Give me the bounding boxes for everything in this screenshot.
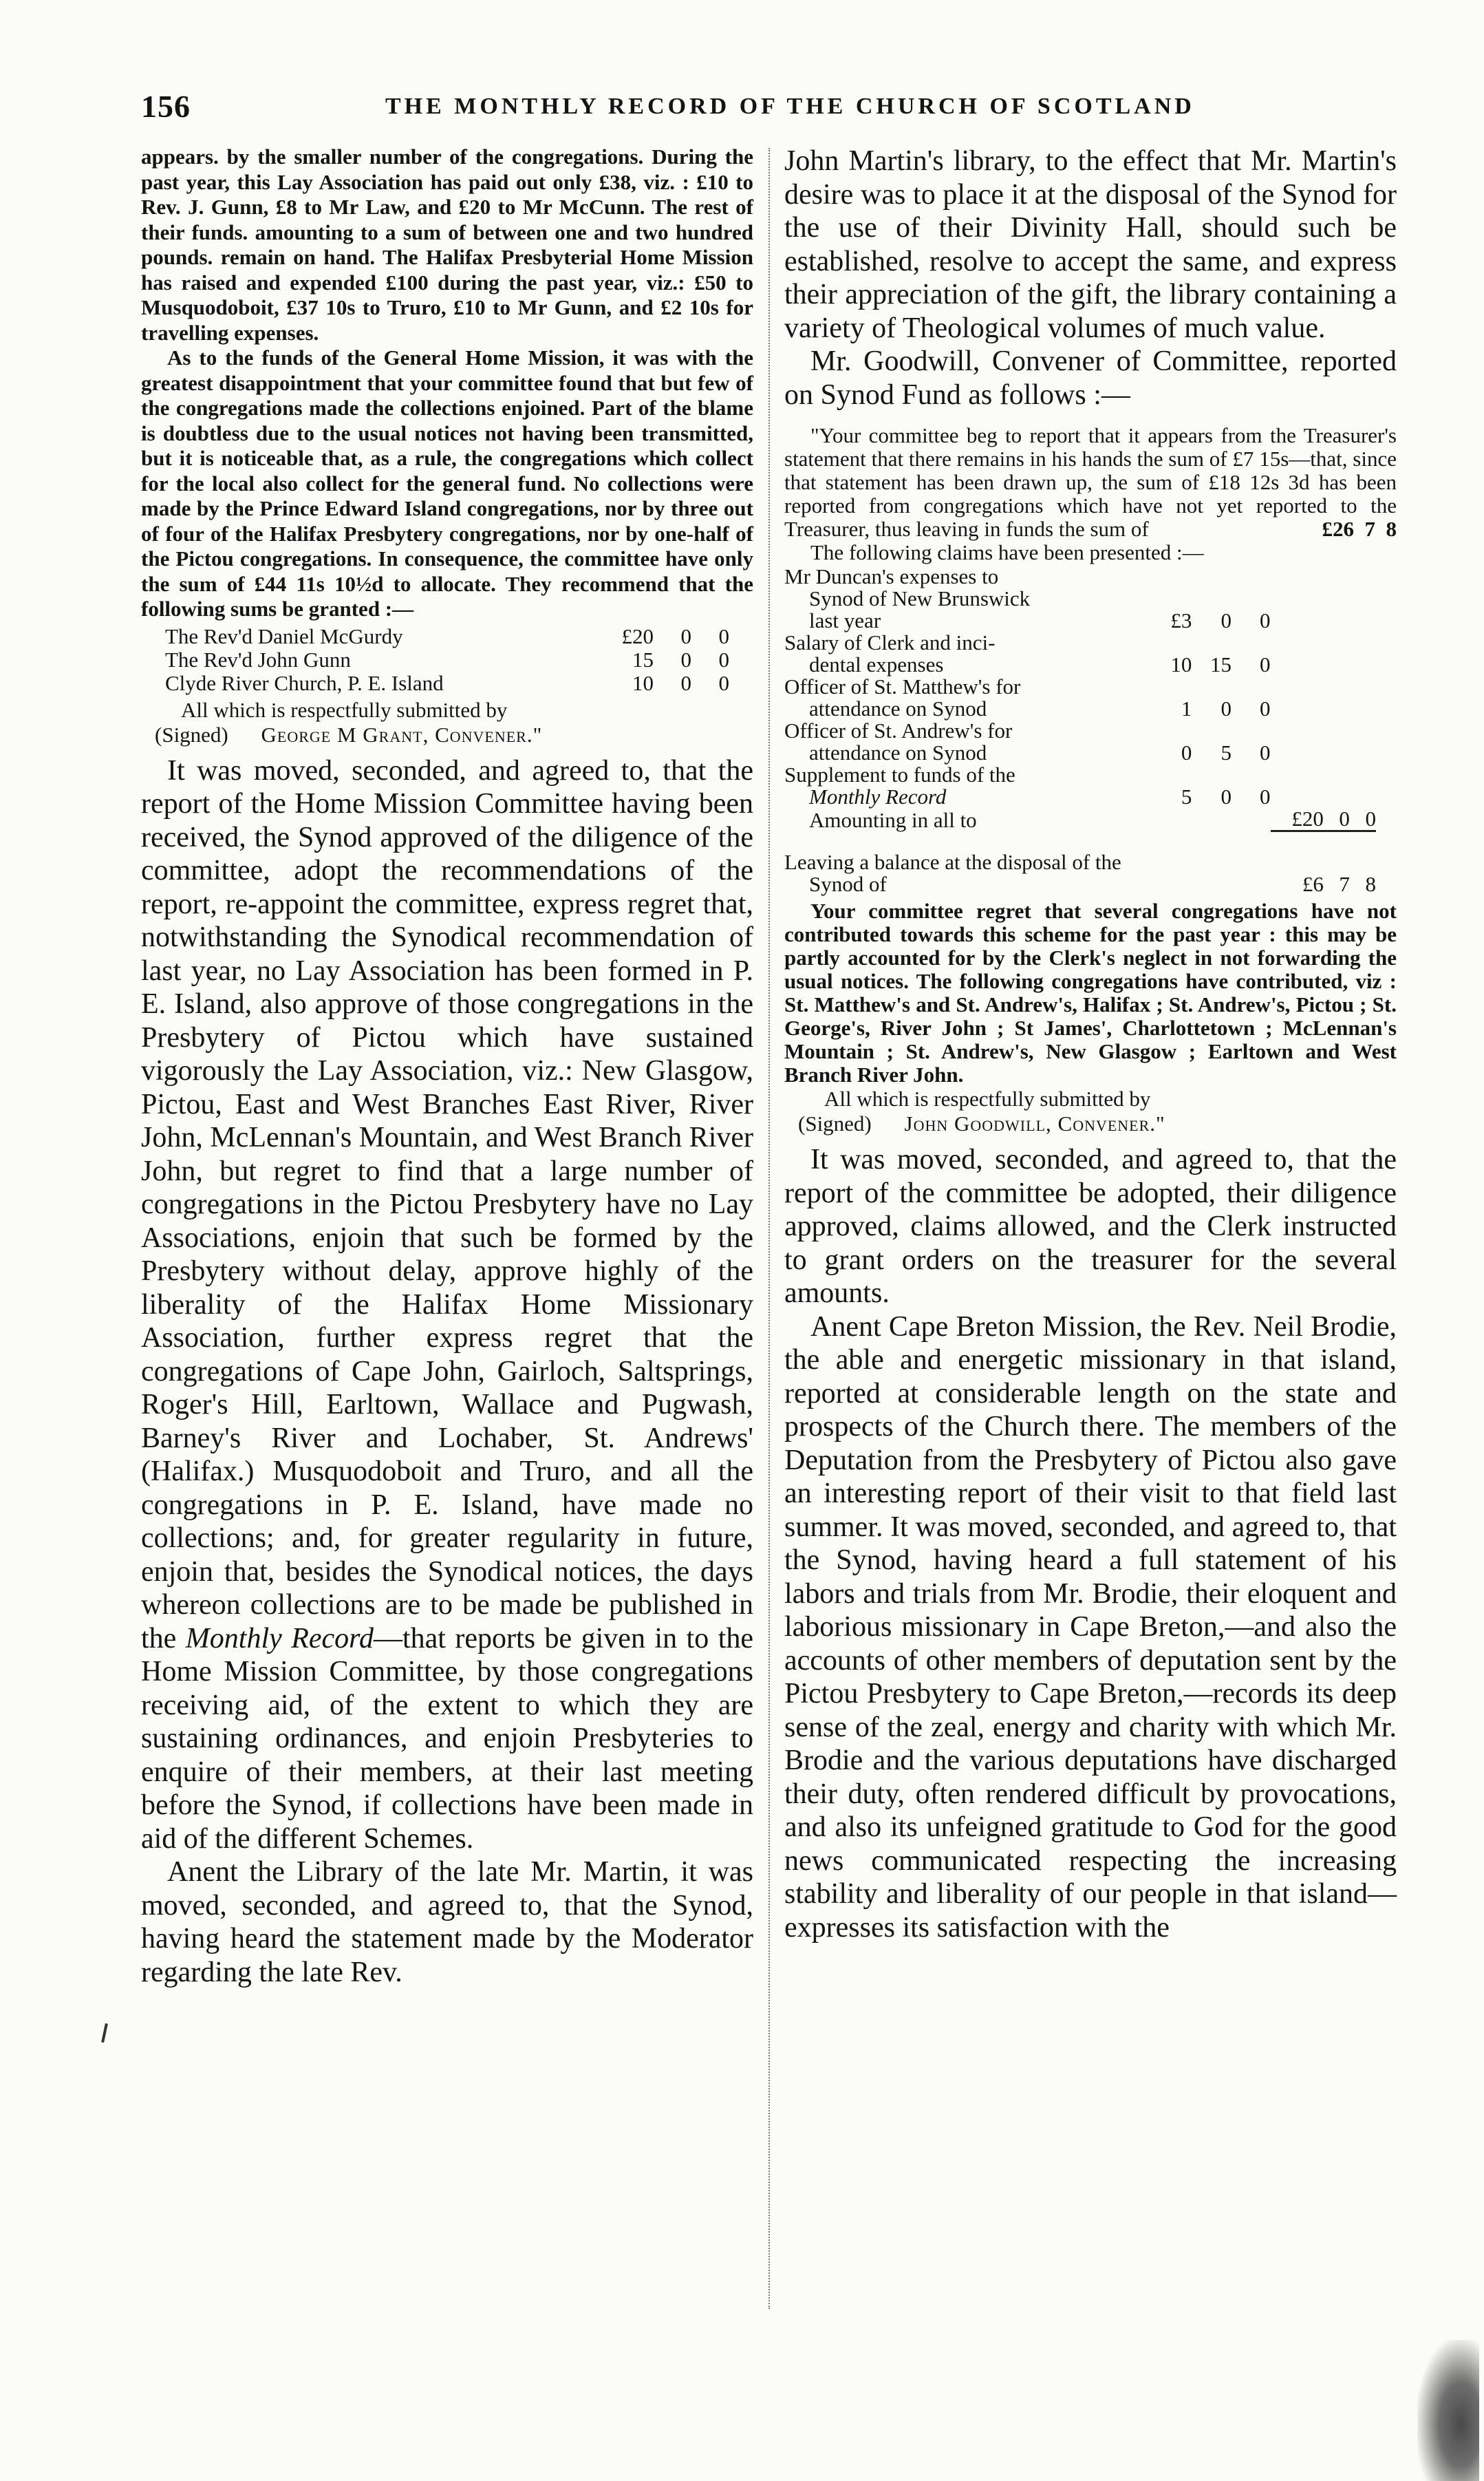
contributions-paragraph: Your committee regret that several congregations have not contributed towards this scheme for the past year : this may be partly accounted for by the Clerk's neglect in not forwarding the usual notices. The following congregations have contributed, viz : St. Matthew's and St. Andrew's, Halifax ; St. Andrew's, Pictou ; St. George's, River John ; St James', Charlottetown ; McLennan's Mountain ; St. Andrew's, New Glasgow ; Earltown and West Branch River John. xyxy=(784,899,1397,1087)
claim-shillings: 15 xyxy=(1210,652,1232,677)
claim-row xyxy=(784,610,1376,632)
signer-name: John Goodwill, Convener." xyxy=(904,1111,1165,1136)
grant-pence: 0 xyxy=(718,647,729,672)
grant-pounds: 10 xyxy=(632,670,654,695)
synod-fund-report xyxy=(784,424,1397,1136)
treasurer-statement-text: "Your committee beg to report that it appears from the Treasurer's statement that there remains in his hands the sum of £7 15s—that, since that statement has been drawn up, the sum of £18 12s 3d has been reported from congregations which have not yet reported to the Treasurer, thus leaving in funds the sum of xyxy=(784,423,1397,541)
claim-pounds: 10 xyxy=(1170,652,1192,677)
claims-intro: The following claims have been presented :— xyxy=(810,540,1204,564)
grant-shillings: 0 xyxy=(680,670,691,695)
balance-label: Synod of xyxy=(809,872,887,896)
running-head xyxy=(141,88,1379,129)
balance-row xyxy=(784,873,1376,895)
claim-pounds: 1 xyxy=(1181,696,1192,721)
claim-pence: 0 xyxy=(1260,608,1271,632)
claim-row xyxy=(784,676,1376,698)
page-smudge xyxy=(1417,2340,1479,2481)
cape-breton-paragraph: Anent Cape Breton Mission, the Rev. Neil Brodie, the able and energetic missionary in that island, reported at considerable length on the state and prospects of the Church there. The members of the Deputation from the Presbytery of Pictou also gave an interesting report of their visit to that field last summer. It was moved, seconded, and agreed to, that the Synod, having heard a full statement of his labors and trials from Mr. Brodie, their eloquent and laborious missionary in Cape Breton,—and also the accounts of other members of deputation sent by the Pictou Presbytery to Cape Breton,—records its deep sense of the zeal, energy and charity with which Mr. Brodie and the various deputations have discharged their duty, often rendered difficult by provocations, and also its unfeigned gratitude to God for the good news communicated respecting the increasing stability and liberality of our people in that island—expresses its satisfaction with the xyxy=(784,1310,1397,1944)
signature-line xyxy=(798,1111,1397,1136)
balance-pence: 8 xyxy=(1365,872,1376,896)
funds-shillings: 7 xyxy=(1364,517,1375,541)
treasurer-statement xyxy=(784,424,1397,541)
grant-recipient: The Rev'd Daniel McGurdy xyxy=(165,624,403,648)
signature-line xyxy=(155,723,753,747)
claim-pence: 0 xyxy=(1260,696,1271,721)
library-continued-paragraph: John Martin's library, to the effect that Mr. Martin's desire was to place it at the disposal of the Synod for the use of their Divinity Hall, should such be established, resolve to accept the same, and express their appreciation of the gift, the library containing a variety of Theological volumes of much value. xyxy=(784,145,1397,344)
claim-pence: 0 xyxy=(1260,785,1271,809)
grants-table xyxy=(165,625,729,695)
balance-shillings: 7 xyxy=(1339,872,1350,896)
funds-total xyxy=(1296,518,1397,541)
claim-label: Supplement to funds of the xyxy=(784,763,1015,787)
claim-shillings: 0 xyxy=(1220,608,1232,632)
claim-row xyxy=(784,698,1376,720)
claim-shillings: 0 xyxy=(1220,696,1232,721)
claim-label: Synod of New Brunswick xyxy=(809,586,1031,610)
claim-row xyxy=(784,588,1376,610)
claim-pence: 0 xyxy=(1260,652,1271,677)
resolution-text: It was moved, seconded, and agreed to, that the report of the Home Mission Committee having been received, the Synod approved of the diligence of the committee, adopt the recommendations of the report, re-appoint the committee, express regret that, notwithstanding the Synodical recommendation of last year, no Lay Association has been formed in P. E. Island, also approve of those congregations in the Presbytery of Pictou which have sustained vigorously the Lay Association, viz.: New Glasgow, Pictou, East and West Branches East River, River John, McLennan's Mountain, and West Branch River John, but regret to find that a large number of congregations in the Pictou Presbytery have no Lay Associations, enjoin that such be formed by the Presbytery without delay, approve highly of the liberality of the Halifax Home Missionary Association, further express regret that the congregations of Cape John, Gairloch, Saltsprings, Roger's Hill, Earltown, Wallace and Pugwash, Barney's River and Lochaber, St. Andrews' (Halifax.) Musquodoboit and Truro, and all the congregations in P. E. Island, have made no collections; and, for greater regularity in future, enjoin that, besides the Synodical notices, the days whereon collections are to be made be published in the xyxy=(141,754,753,1654)
claim-row xyxy=(784,566,1376,588)
grant-recipient: Clyde River Church, P. E. Island xyxy=(165,670,444,695)
claim-row xyxy=(784,654,1376,676)
journal-title: THE MONTHLY RECORD OF THE CHURCH OF SCOTLAND xyxy=(385,94,1195,119)
claim-label: Salary of Clerk and inci- xyxy=(784,630,996,654)
submitted-line: All which is respectfully submitted by xyxy=(181,697,508,722)
lay-association-paragraph: appears. by the smaller number of the congregations. During the past year, this Lay Association has paid out only £38, viz. : £10 to Rev. J. Gunn, £8 to Mr Law, and £20 to Mr McCunn. The rest of their funds. amounting to a sum of between one and two hundred pounds. remain on hand. The Halifax Presbyterial Home Mission has raised and expended £100 during the past year, viz.: £50 to Musquodoboit, £37 10s to Truro, £10 to Mr Gunn, and £2 10s for travelling expenses. xyxy=(141,145,753,345)
claim-label: attendance on Synod xyxy=(809,696,987,721)
signed-label: (Signed) xyxy=(798,1111,872,1136)
monthly-record-title: Monthly Record xyxy=(185,1622,374,1654)
grant-recipient: The Rev'd John Gunn xyxy=(165,647,351,672)
claim-label: Mr Duncan's expenses to xyxy=(784,564,999,588)
margin-mark xyxy=(101,2023,108,2043)
balance-label: Leaving a balance at the disposal of the xyxy=(784,850,1121,874)
resolution-tail: —that reports be given in to the Home Mission Committee, by those congregations receiving aid, of the extent to which they are sustaining ordinances, and enjoin Presbyteries to enquire of their members, at their last meeting before the Synod, if collections have been made in aid of the different Schemes. xyxy=(141,1622,754,1855)
grant-shillings: 0 xyxy=(680,624,691,648)
synod-fund-resolution: It was moved, seconded, and agreed to, that the report of the committee be adopted, their diligence approved, claims allowed, and the Clerk instructed to grant orders on the treasurer for the several amounts. xyxy=(784,1144,1397,1309)
balance-pounds: £6 xyxy=(1302,872,1324,896)
claim-label: Monthly Record xyxy=(809,785,947,809)
claim-label: attendance on Synod xyxy=(809,741,987,765)
amounting-label: Amounting in all to xyxy=(809,807,977,832)
claim-pounds: 5 xyxy=(1181,785,1192,809)
synod-fund-intro: Mr. Goodwill, Convener of Committee, reported on Synod Fund as follows :— xyxy=(784,345,1397,411)
funds-pence: 8 xyxy=(1386,517,1397,541)
claim-label: last year xyxy=(809,608,881,632)
claim-pence: 0 xyxy=(1260,741,1271,765)
claim-shillings: 5 xyxy=(1220,741,1232,765)
claim-label: Officer of St. Andrew's for xyxy=(784,718,1013,743)
signer-name: George M Grant, Convener." xyxy=(261,722,543,747)
submitted-line: All which is respectfully submitted by xyxy=(824,1087,1151,1111)
amounting-row xyxy=(784,808,1376,831)
amounting-pounds: £20 xyxy=(1271,808,1324,831)
amounting-pence: 0 xyxy=(1350,808,1376,831)
claim-label: Officer of St. Matthew's for xyxy=(784,674,1021,699)
claim-row xyxy=(784,764,1376,786)
grant-pounds: 15 xyxy=(632,647,654,672)
grant-row xyxy=(165,648,729,672)
grant-pounds: £20 xyxy=(621,624,654,648)
amounting-shillings: 0 xyxy=(1324,808,1350,831)
claim-row xyxy=(784,720,1376,742)
left-column xyxy=(141,145,753,1989)
general-home-mission-paragraph: As to the funds of the General Home Mission, it was with the greatest disappointment that your committee found that but few of the congregations made the collections enjoined. Part of the blame is doubtless due to the usual notices not having been transmitted, but it is noticeable that, as a rule, the congregations which collect for the local also collect for the general fund. No collections were made by the Prince Edward Island congregations, nor by three out of four of the Halifax Presbytery congregations, nor by one-half of the Pictou congregations. In consequence, the committee have only the sum of £44 11s 10½d to allocate. They recommend that the following sums be granted :— xyxy=(141,345,753,621)
page-number: 156 xyxy=(141,89,191,124)
signed-label: (Signed) xyxy=(155,722,228,747)
right-column xyxy=(784,145,1397,1944)
funds-pounds: £26 xyxy=(1322,517,1354,541)
grant-pence: 0 xyxy=(718,624,729,648)
grant-shillings: 0 xyxy=(680,647,691,672)
claim-row xyxy=(784,742,1376,764)
column-divider xyxy=(768,148,770,2309)
library-paragraph: Anent the Library of the late Mr. Martin, it was moved, seconded, and agreed to, that the Synod, having heard the statement made by the Moderator regarding the late Rev. xyxy=(141,1856,753,1988)
claims-table xyxy=(784,566,1376,895)
grant-row xyxy=(165,672,729,695)
grant-pence: 0 xyxy=(718,670,729,695)
grant-row xyxy=(165,625,729,648)
balance-row xyxy=(784,851,1376,873)
claim-pounds: £3 xyxy=(1170,608,1192,632)
claim-row xyxy=(784,786,1376,808)
home-mission-resolution xyxy=(141,754,753,1856)
claim-shillings: 0 xyxy=(1220,785,1232,809)
claim-pounds: 0 xyxy=(1181,741,1192,765)
claim-label: dental expenses xyxy=(809,652,944,677)
claim-row xyxy=(784,632,1376,654)
